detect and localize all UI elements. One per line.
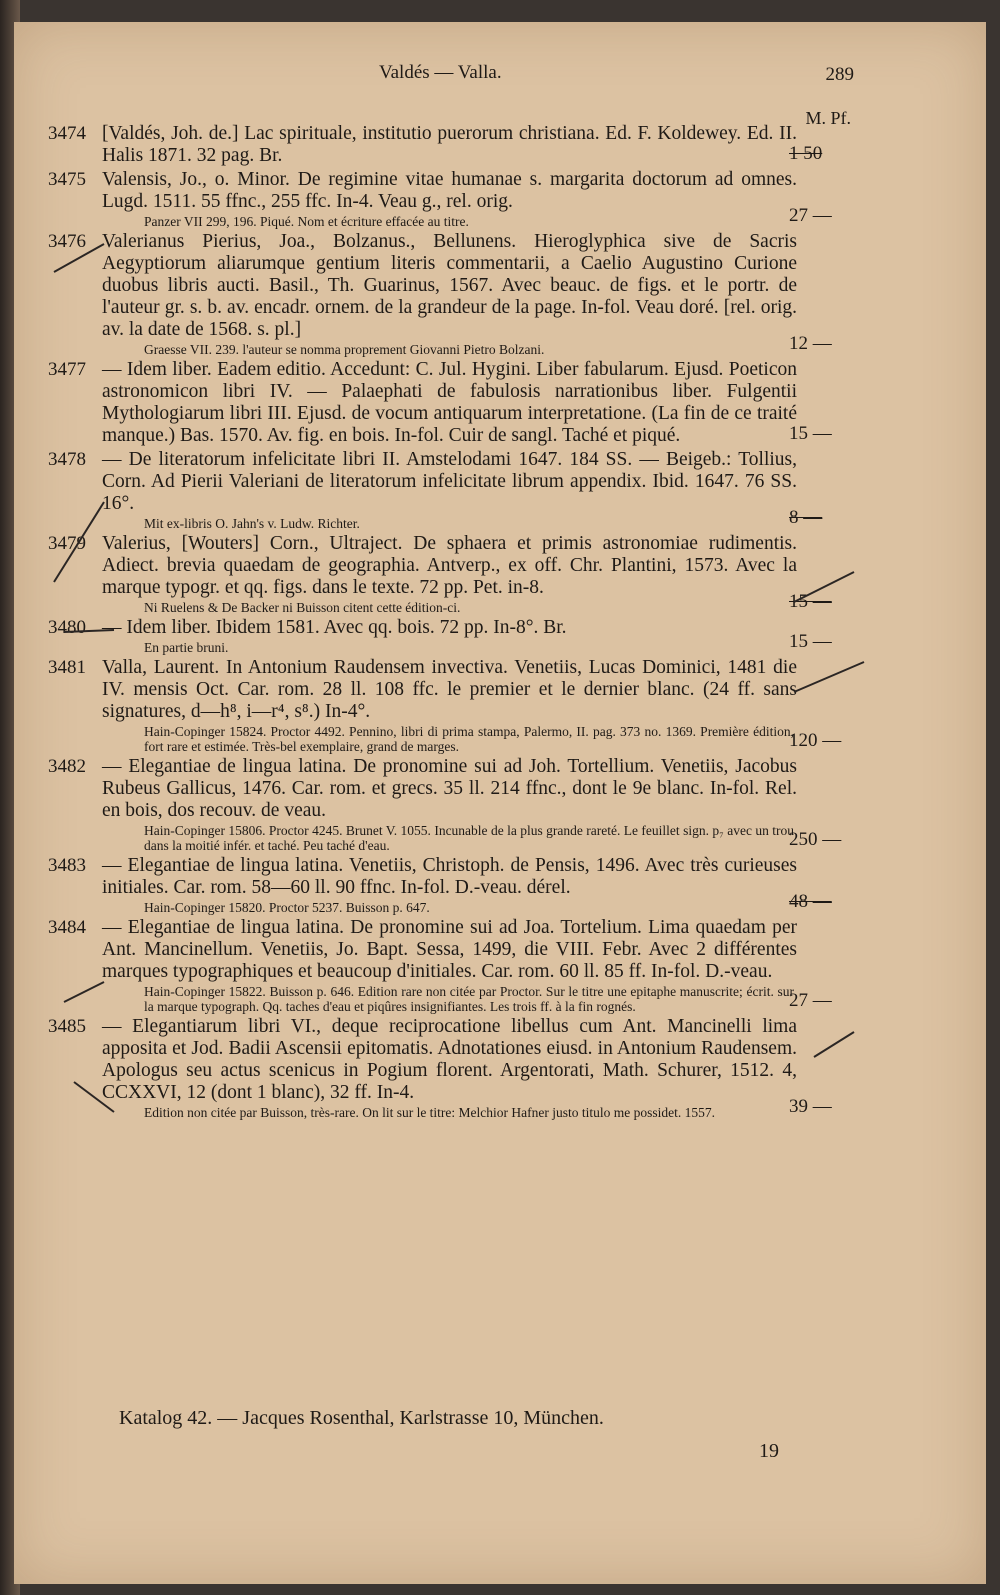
entry-note: Mit ex-libris O. Jahn's v. Ludw. Richter. (144, 516, 360, 531)
entry-note: Hain-Copinger 15822. Buisson p. 646. Edition rare non citée par Proctor. Sur le titre une epitaphe manuscrite; écrit. sur la marque typograph. Qq. taches d'eau et piqûres insignifiantes. Les trois ff. à la fin rognés. (144, 984, 794, 1014)
entry-text: — Elegantiarum libri VI., deque reciprocatione libellus cum Ant. Mancinelli lima apposita et Jod. Badii Ascensii epitomatis. Adnotationes eiusd. in Antonium Raudensem. Apologus seu actus scenicus in Pogium florent. Argentorati, Math. Schurer, 1512. 4, CCXXVI, 12 (dont 1 blanc), 32 ff. In-4. (102, 1016, 797, 1103)
page-number: 289 (825, 64, 854, 85)
entry-price: 8 — (789, 507, 823, 528)
entry-number: 3481 (48, 657, 86, 678)
entry-number: 3480 (48, 617, 86, 638)
currency-heading: M. Pf. (805, 108, 851, 128)
catalog-entry (14, 617, 986, 655)
entry-price: 15 — (789, 591, 832, 612)
entry-note: Graesse VII. 239. l'auteur se nomma proprement Giovanni Pietro Bolzani. (144, 342, 545, 357)
entry-number: 3484 (48, 917, 86, 938)
entry-text: — Elegantiae de lingua latina. De pronomine sui ad Joh. Tortellium. Venetiis, Jacobus Rubeus Gallicus, 1476. Car. rom. et grecs. 35 ll. 214 ffnc., dont le 9e blanc. In-fol. Rel. en bois, dos recouv. de veau. (102, 756, 797, 821)
printer-signature: 19 (759, 1440, 779, 1462)
entry-note: Ni Ruelens & De Backer ni Buisson citent cette édition-ci. (144, 600, 461, 615)
entry-number: 3474 (48, 123, 86, 144)
entry-note: Panzer VII 299, 196. Piqué. Nom et écriture effacée au titre. (144, 214, 469, 229)
running-title: Valdés — Valla. (379, 62, 502, 83)
catalog-entry (14, 169, 986, 229)
entry-number: 3479 (48, 533, 86, 554)
entry-text: — Idem liber. Ibidem 1581. Avec qq. bois. 72 pp. In-8°. Br. (102, 617, 567, 638)
catalog-entries (14, 123, 986, 1122)
entry-note: En partie bruni. (144, 640, 229, 655)
entry-note: Edition non citée par Buisson, très-rare. On lit sur le titre: Melchior Hafner justo titulo me possidet. 1557. (144, 1105, 716, 1120)
catalog-entry (14, 855, 986, 915)
catalog-entry (14, 756, 986, 853)
entry-price: 27 — (789, 990, 832, 1011)
entry-text: Valerianus Pierius, Joa., Bolzanus., Bellunens. Hieroglyphica sive de Sacris Aegyptiorum aliarumque gentium literis commentarii, a Caelio Augustino Curione duobus libris aucti. Basil., Th. Guarinus, 1567. Avec beauc. de figs. et le portr. de l'auteur gr. s. b. av. encadr. ornem. de la grandeur de la page. In-fol. Veau doré. [rel. orig. av. la date de 1568. s. pl.] (102, 231, 797, 340)
catalog-entry (14, 1016, 986, 1120)
entry-price: 12 — (789, 333, 832, 354)
entry-price: 27 — (789, 205, 832, 226)
entry-note: Hain-Copinger 15824. Proctor 4492. Pennino, libri di prima stampa, Palermo, II. pag. 373 no. 1369. Première édition, fort rare et estimée. Très-bel exemplaire, grand de marges. (144, 724, 794, 754)
entry-price: 48 — (789, 891, 832, 912)
entry-text: Valla, Laurent. In Antonium Raudensem invectiva. Venetiis, Lucas Dominici, 1481 die IV. mensis Oct. Car. rom. 28 ll. 108 ffc. le premier et le dernier blanc. (24 ff. sans signatures, d—h⁸, i—r⁴, s⁸.) In-4°. (102, 657, 797, 722)
entry-price: 15 — (789, 423, 832, 444)
catalog-page (14, 22, 986, 1584)
entry-price: 39 — (789, 1096, 832, 1117)
catalog-entry (14, 533, 986, 615)
entry-price: 1 50 (789, 143, 823, 164)
entry-text: — De literatorum infelicitate libri II. Amstelodami 1647. 184 SS. — Beigeb.: Tollius, Corn. Ad Pierii Valeriani de literatorum infelicitate librum appendix. Ibid. 1647. 76 SS. 16°. (102, 449, 797, 514)
entry-text: Valensis, Jo., o. Minor. De regimine vitae humanae s. margarita doctorum ad omnes. Lugd. 1511. 55 ffnc., 255 ffc. In-4. Veau g., rel. orig. (102, 169, 797, 212)
entry-price: 15 — (789, 631, 832, 652)
entry-number: 3478 (48, 449, 86, 470)
catalog-entry (14, 231, 986, 357)
catalog-entry (14, 917, 986, 1014)
catalog-footer: Katalog 42. — Jacques Rosenthal, Karlstrasse 10, München. (119, 1407, 604, 1429)
entry-number: 3475 (48, 169, 86, 190)
catalog-entry (14, 449, 986, 531)
catalog-entry (14, 123, 986, 167)
entry-price: 250 — (789, 829, 842, 850)
entry-text: — Elegantiae de lingua latina. Venetiis, Christoph. de Pensis, 1496. Avec très curieuses initiales. Car. rom. 58—60 ll. 90 ffnc. In-fol. D.-veau. dérel. (102, 855, 797, 898)
entry-text: — Idem liber. Eadem editio. Accedunt: C. Jul. Hygini. Liber fabularum. Ejusd. Poeticon astronomicon libri IV. — Palaephati de fabulosis narrationibus liber. Fulgentii Mythologiarum libri III. Ejusd. de vocum antiquarum interpretatione. (La fin de ce traité manque.) Bas. 1570. Av. fig. en bois. In-fol. Cuir de sangl. Taché et piqué. (102, 359, 797, 446)
entry-price: 120 — (789, 730, 842, 751)
entry-number: 3485 (48, 1016, 86, 1037)
entry-note: Hain-Copinger 15806. Proctor 4245. Brunet V. 1055. Incunable de la plus grande rareté. Le feuillet sign. p₇ avec un trou dans la moitié infér. et taché. Peu taché d'eau. (144, 823, 794, 853)
entry-text: — Elegantiae de lingua latina. De pronomine sui ad Joa. Tortelium. Lima quaedam per Ant. Mancinellum. Venetiis, Jo. Bapt. Sessa, 1499, die VIII. Febr. Avec 2 différentes marques typographiques et beaucoup d'initiales. Car. rom. 60 ll. 85 ff. In-fol. D.-veau. (102, 917, 797, 982)
entry-number: 3483 (48, 855, 86, 876)
entry-number: 3476 (48, 231, 86, 252)
entry-note: Hain-Copinger 15820. Proctor 5237. Buisson p. 647. (144, 900, 430, 915)
entry-text: Valerius, [Wouters] Corn., Ultraject. De sphaera et primis astronomiae rudimentis. Adiect. brevia quaedam de geographia. Antverp., ex off. Chr. Plantini, 1573. Avec la marque typogr. et qq. figs. dans le texte. 72 pp. Pet. in-8. (102, 533, 797, 598)
entry-number: 3477 (48, 359, 86, 380)
entry-number: 3482 (48, 756, 86, 777)
catalog-entry (14, 359, 986, 447)
page-header (14, 62, 986, 92)
entry-text: [Valdés, Joh. de.] Lac spirituale, institutio puerorum christiana. Ed. F. Koldewey. Ed. II. Halis 1871. 32 pag. Br. (102, 123, 797, 166)
catalog-entry (14, 657, 986, 754)
